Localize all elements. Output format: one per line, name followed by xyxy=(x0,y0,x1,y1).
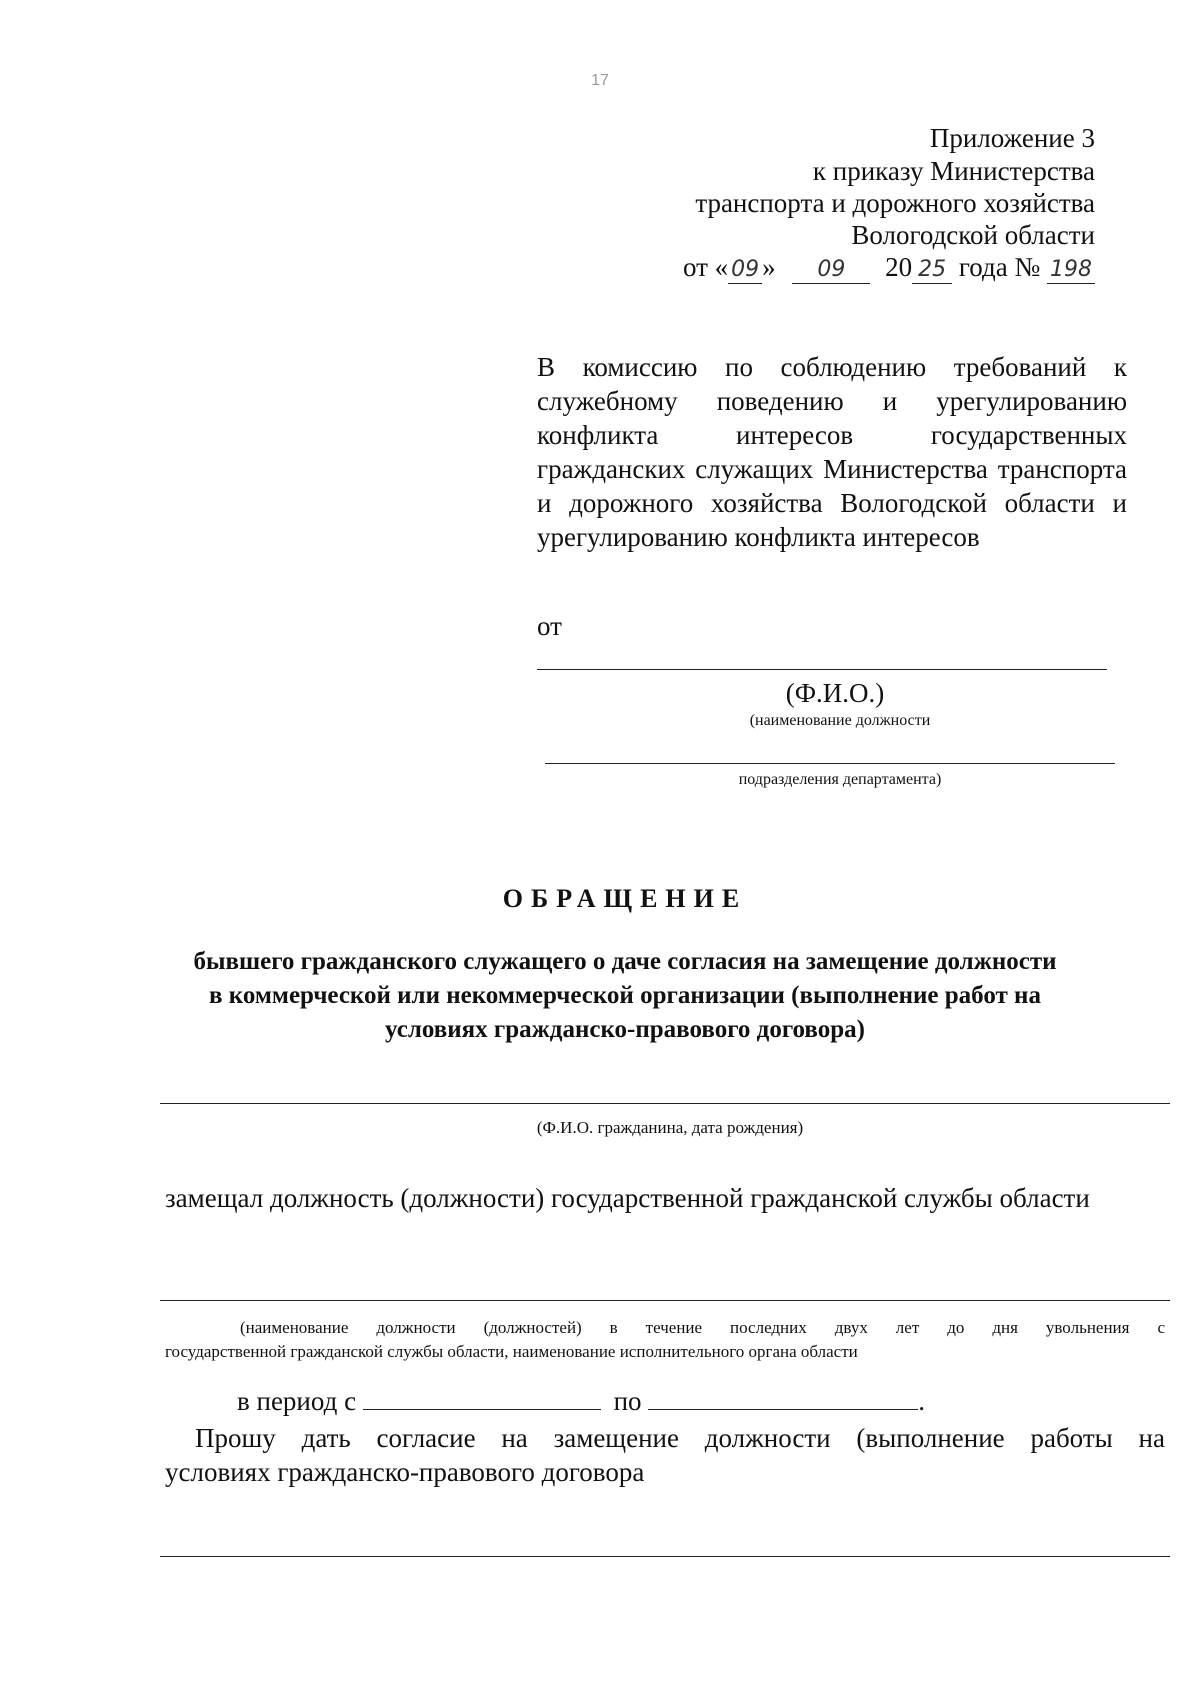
period-middle-label: по xyxy=(613,1386,642,1416)
held-position-text: замещал должность (должности) государственной гражданской службы области xyxy=(165,1183,1090,1213)
citizen-caption: (Ф.И.О. гражданина, дата рождения) xyxy=(536,1118,804,1137)
commission-addressee: В комиссию по соблюдению требований к служебному поведению и урегулированию конфликта интересов государственных гражданских служащих Министерства транспорта и дорожного хозяйства Вологодской области и урегулированию конфликта интересов xyxy=(537,352,1127,552)
request-line-1: Прошу дать согласие на замещение должности (выполнение работы на xyxy=(195,1423,1165,1453)
subtitle-line-3: условиях гражданско-правового договора) xyxy=(385,1016,865,1043)
posts-caption-line-2: государственной гражданской службы области, наименование исполнительного органа области xyxy=(165,1342,858,1361)
from-label: от xyxy=(537,611,562,641)
page-number: 17 xyxy=(591,72,609,89)
date-quote-close: » xyxy=(762,252,776,282)
subtitle-line-1: бывшего гражданского служащего о даче согласия на замещение должности xyxy=(193,948,1057,975)
position-blank-line xyxy=(545,763,1115,764)
fio-blank-line xyxy=(537,669,1107,670)
period-end-blank xyxy=(648,1387,918,1410)
citizen-blank-line xyxy=(160,1103,1170,1104)
posts-blank-line xyxy=(160,1300,1170,1301)
order-number-handwritten: 198 xyxy=(1047,257,1095,284)
date-prefix: от « xyxy=(682,252,729,282)
subtitle-line-2: в коммерческой или некоммерческой организации (выполнение работ на xyxy=(209,982,1041,1009)
date-month-handwritten: 09 xyxy=(792,257,870,284)
date-year-handwritten: 25 xyxy=(912,257,952,284)
posts-caption-line-1: (наименование должности (должностей) в течение последних двух лет до дня увольнения с xyxy=(240,1318,1165,1337)
fio-caption: (Ф.И.О.) xyxy=(785,678,885,708)
period-line xyxy=(237,1386,925,1417)
position-caption: (наименование должности xyxy=(749,712,931,729)
period-end-mark: . xyxy=(918,1386,926,1416)
date-year-word: года № xyxy=(958,252,1041,282)
period-start-label: в период с xyxy=(237,1386,357,1416)
appendix-region-line: Вологодской области xyxy=(851,220,1095,250)
document-title: ОБРАЩЕНИЕ xyxy=(502,884,748,913)
request-blank-line xyxy=(160,1556,1170,1557)
request-line-2: условиях гражданско-правового договора xyxy=(165,1457,645,1487)
date-day-handwritten: 09 xyxy=(728,257,762,284)
appendix-ministry-line: транспорта и дорожного хозяйства xyxy=(695,188,1095,218)
appendix-order-line: к приказу Министерства xyxy=(812,156,1095,186)
appendix-title: Приложение 3 xyxy=(929,123,1095,153)
order-date-line xyxy=(683,250,1095,284)
department-caption: подразделения департамента) xyxy=(738,771,942,788)
period-start-blank xyxy=(363,1387,601,1410)
posts-caption xyxy=(165,1316,1165,1364)
date-year-prefix: 20 xyxy=(885,252,913,282)
request-paragraph xyxy=(165,1421,1165,1489)
